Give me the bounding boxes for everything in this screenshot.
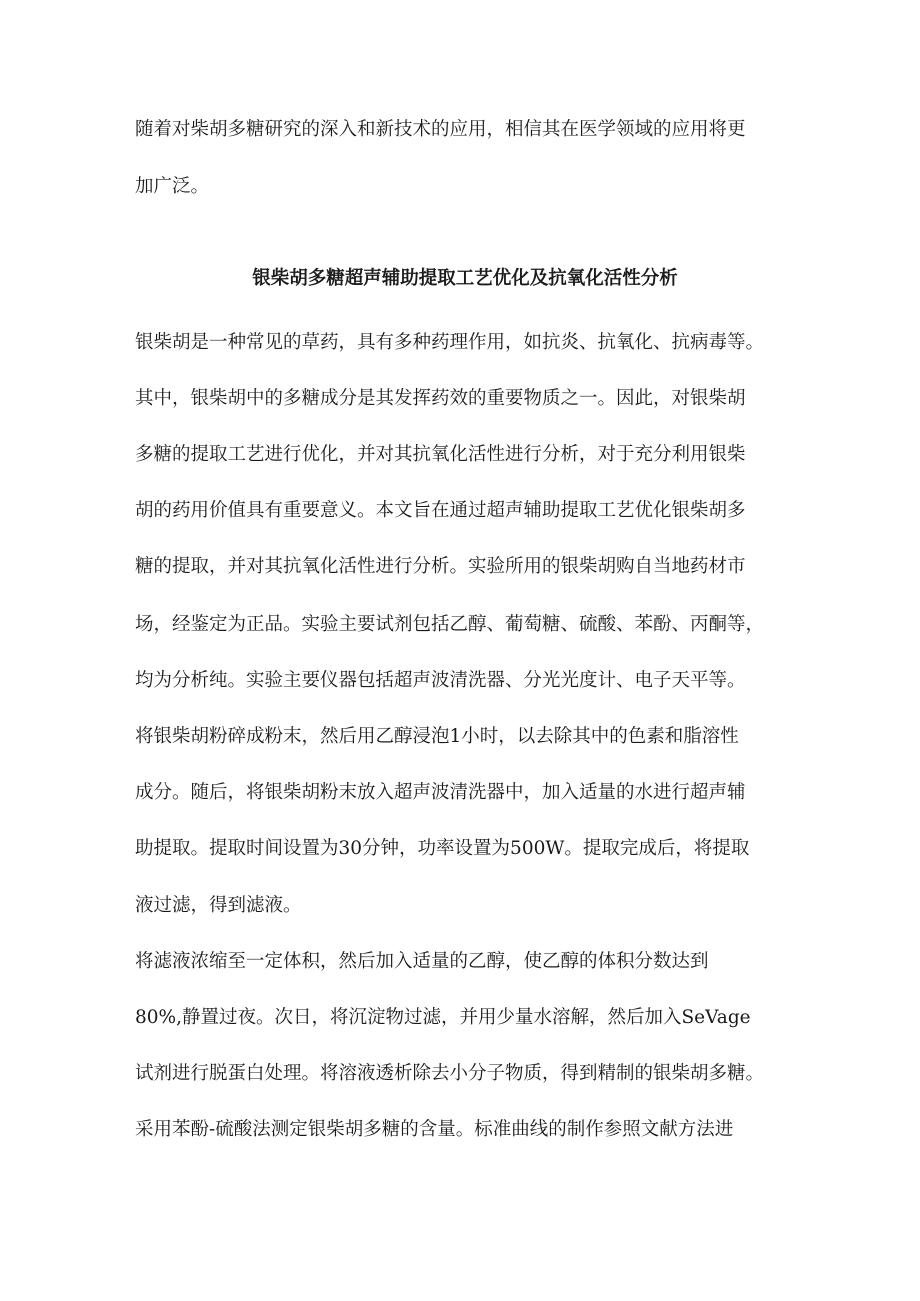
- paragraph-line: 胡的药用价值具有重要意义。本文旨在通过超声辅助提取工艺优化银柴胡多: [135, 500, 746, 521]
- paragraph-line: 其中，银柴胡中的多糖成分是其发挥药效的重要物质之一。因此，对银柴胡: [135, 388, 746, 409]
- paragraph-line: 采用苯酚-硫酸法测定银柴胡多糖的含量。标准曲线的制作参照文献方法进: [135, 1119, 734, 1140]
- paragraph-line: 助提取。提取时间设置为30分钟，功率设置为500W。提取完成后，将提取: [135, 838, 750, 859]
- paragraph-line: 多糖的提取工艺进行优化，并对其抗氧化活性进行分析，对于充分利用银柴: [135, 444, 746, 465]
- paragraph-line: 糖的提取，并对其抗氧化活性进行分析。实验所用的银柴胡购自当地药材市: [135, 556, 746, 577]
- paragraph-line: 成分。随后，将银柴胡粉末放入超声波清洗器中，加入适量的水进行超声辅: [135, 782, 746, 803]
- paragraph-line: 场，经鉴定为正品。实验主要试剂包括乙醇、葡萄糖、硫酸、苯酚、丙酮等，: [135, 614, 765, 635]
- paragraph-line: 液过滤，得到滤液。: [135, 895, 302, 916]
- paragraph-line: 银柴胡是一种常见的草药，具有多种药理作用，如抗炎、抗氧化、抗病毒等。: [135, 332, 765, 353]
- intro-line: 加广泛。: [135, 176, 210, 197]
- section-title: 银柴胡多糖超声辅助提取工艺优化及抗氧化活性分析: [252, 268, 678, 289]
- paragraph-line: 均为分析纯。实验主要仪器包括超声波清洗器、分光光度计、电子天平等。: [135, 670, 746, 691]
- intro-line: 随着对柴胡多糖研究的深入和新技术的应用，相信其在医学领域的应用将更: [135, 119, 746, 140]
- paragraph-line: 试剂进行脱蛋白处理。将溶液透析除去小分子物质，得到精制的银柴胡多糖。: [135, 1063, 765, 1084]
- paragraph-line: 将滤液浓缩至一定体积，然后加入适量的乙醇，使乙醇的体积分数达到: [135, 951, 709, 972]
- paragraph-line: 80%,静置过夜。次日，将沉淀物过滤，并用少量水溶解，然后加入SeVage: [135, 1007, 751, 1028]
- paragraph-line: 将银柴胡粉碎成粉末，然后用乙醇浸泡1小时，以去除其中的色素和脂溶性: [135, 726, 739, 747]
